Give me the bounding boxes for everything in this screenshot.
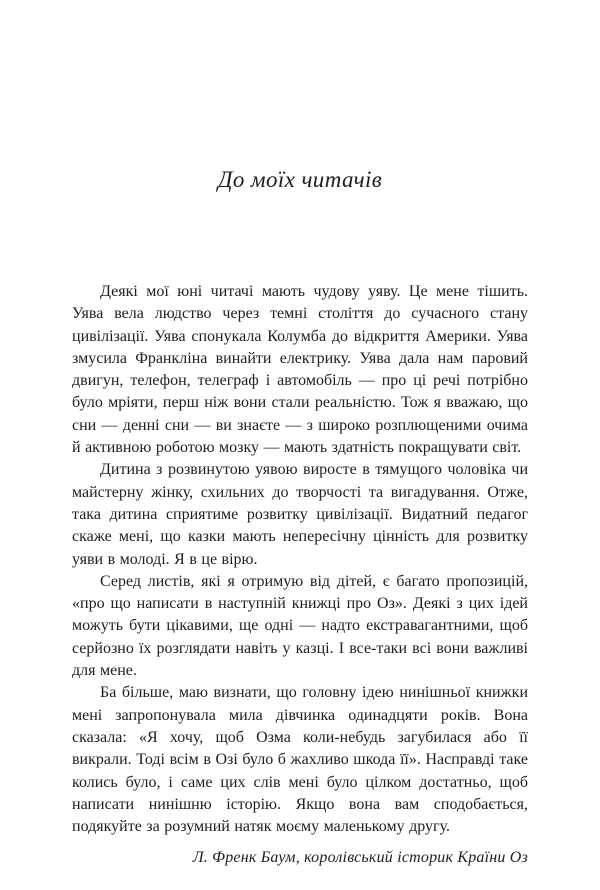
author-signature: Л. Френк Баум, королівський історик Країни Оз (192, 849, 528, 867)
paragraph-1: Деякі мої юні читачі мають чудову уяву. Це мене тішить. Уява вела людство через темні століття до сучасного стану цивілізації. Уява спонукала Колумба до відкриття Америки. Уява змусила Франкліна винайти електрику. Уява дала нам паровий двигун, телефон, телеграф і автомобіль — про ці речі потрібно було мріяти, перш ніж вони стали реальністю. Тож я вважаю, що сни — денні сни — ви знаєте — з широко розплющеними очима й активною роботою мозку — мають здатність покращувати світ. (72, 283, 528, 457)
paragraph-2: Дитина з розвинутою уявою виросте в тямущого чоловіка чи майстерну жінку, схильних до творчості та вигадування. Отже, така дитина сприятиме розвитку цивілізації. Видатний педагог скаже мені, що казки мають непересічну цінність для розвитку уяви в молоді. Я в це вірю. (72, 461, 528, 568)
paragraph-4: Ба більше, маю визнати, що головну ідею нинішньої книжки мені запропонувала мила дівчинка одинадцяти років. Вона сказала: «Я хочу, щоб Озма коли-небудь загубилася або її викрали. Тоді всім в Озі було б жахливо шкода її». Насправді таке колись було, і саме цих слів мені було цілком достатньо, щоб написати нинішню історію. Якщо вона вам сподобається, подякуйте за розумний натяк моєму маленькому другу. (72, 684, 528, 836)
chapter-title: До моїх читачів (217, 167, 383, 192)
body-text (72, 281, 528, 838)
paragraph-3: Серед листів, які я отримую від дітей, є багато пропозицій, «про що написати в наступній книжці про Оз». Деякі з цих ідей можуть бути цікавими, ще одні — надто екстравагантними, щоб серйозно їх розглядати навіть у казці. І все-таки всі вони важливі для мене. (72, 572, 528, 680)
